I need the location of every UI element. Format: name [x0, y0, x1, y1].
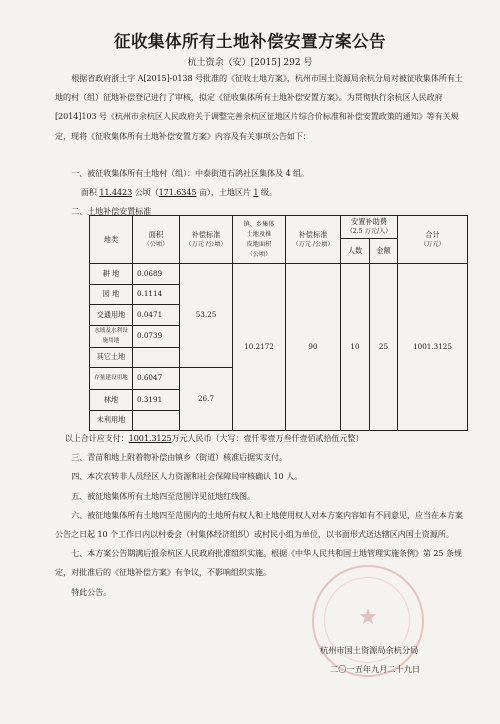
header-subsidy-label: 安置补助费 [351, 216, 387, 226]
header-subsidy-unit: （2.5 万元/人） [346, 227, 392, 235]
land-type-cell: 水域及水利设施用地 [90, 325, 133, 348]
document-number: 杭土资余（安）[2015] 292 号 [187, 58, 313, 68]
land-area-cell: 0.1114 [133, 284, 180, 304]
intro-block [55, 69, 465, 146]
header-people: 人数 [341, 238, 370, 264]
items-block [55, 429, 465, 602]
header-total-unit: （万元） [420, 240, 445, 248]
signature-date: 二〇一五年九月二十九日 [330, 664, 421, 674]
header-land-type: 地类 [90, 216, 133, 264]
area-zone: 1 [253, 187, 259, 198]
official-seal [312, 565, 424, 677]
header-town-area [233, 216, 286, 264]
header-town-area-unit: （公顷） [246, 250, 272, 258]
land-area-cell: 0.0689 [133, 264, 180, 284]
land-type-cell: 交通用地 [90, 305, 133, 325]
seal-star-icon: ★ [358, 605, 378, 630]
sum-value: 1001.3125 [128, 433, 172, 443]
header-amount: 金额 [370, 238, 398, 264]
land-area-cell: 0.3191 [133, 390, 180, 410]
header-comp-std-label: 补偿标准 [191, 229, 221, 239]
land-area-cell: 0.6047 [133, 367, 180, 390]
land-type-cell: 其它土地 [90, 348, 133, 367]
comp-std-a-cell: 53.25 [180, 264, 233, 367]
header-town-area-l2: 土地及推 [246, 230, 272, 238]
land-type-cell: 林地 [90, 390, 133, 410]
header-comp-std2-unit: （万元 /公顷） [292, 240, 334, 248]
sum-prefix: 以上合计应支付： [64, 433, 129, 443]
item-4-text: 四、本次农转非人员经区人力资源和社会保障局审核确认 10 人。 [71, 471, 303, 482]
header-area-label: 面积 [148, 229, 164, 239]
amount-cell: 25 [370, 264, 398, 431]
header-area [133, 216, 180, 264]
item-5-text: 五、被征地集体所有土地四至范围详见征地红线图。 [71, 490, 256, 501]
land-type-cell: 耕 地 [90, 264, 133, 284]
closing-text: 特此公告。 [71, 586, 112, 597]
item-7-text: 七、本方案公告期满后报余杭区人民政府批准组织实施。根据《中华人民共和国土地管理实施条例》第 25 条规定，对批准后的《征地补偿方案》有争议，不影响组织实施。 [55, 548, 462, 578]
area-prefix: 面积 [80, 187, 100, 198]
town-area-cell: 10.2172 [233, 264, 286, 431]
header-comp-std2-label: 补偿标准 [298, 229, 328, 239]
notice-title: 征收集体所有土地补偿安置方案公告 [114, 32, 386, 51]
header-comp-std-2 [286, 216, 341, 264]
item-3-text: 三、青苗和地上附着物补偿由镇乡（街道）核准后据实支付。 [71, 452, 288, 463]
header-comp-std [180, 216, 233, 264]
comp-std-b-cell: 26.7 [180, 367, 233, 430]
header-town-area-l1: 镇、乡集体 [243, 220, 275, 228]
sum-suffix: 万元人民币（大写：壹仟零壹万叁仟壹佰贰拾伍元整） [171, 433, 364, 443]
land-area-cell: 0.0471 [133, 305, 180, 325]
land-area-cell [133, 348, 180, 367]
area-hectares: 11.4423 [99, 187, 133, 198]
land-type-cell: 未利用地 [90, 410, 133, 430]
header-town-area-l3: 皮地面积 [246, 240, 272, 248]
area-mid1: 公顷（ [132, 187, 159, 198]
item-1-text: 一、被征收集体所有土地村（组）：中泰街道石鸽社区集体及 4 组。 [71, 168, 309, 178]
land-area-cell [133, 410, 180, 430]
item-2-heading: 二、土地补偿安置标准 [71, 206, 152, 217]
comp-std-2-cell: 90 [286, 264, 341, 431]
header-subsidy [341, 216, 398, 239]
land-type-cell: 存量建设用地 [90, 367, 133, 390]
header-comp-std-unit: （万元 /公顷） [185, 240, 227, 248]
area-suffix: 级。 [258, 187, 277, 198]
sum-line [55, 429, 465, 448]
land-area-cell: 0.0739 [133, 325, 180, 348]
header-total [398, 216, 468, 264]
header-area-unit: （公顷） [143, 240, 169, 248]
area-line [55, 183, 465, 202]
intro-paragraph: 根据省政府浙土字 A[2015]-0138 号批准的《征收土地方案》，杭州市国土资源局余杭分局对被征收集体所有土地的村（组）征地补偿登记进行了审核，拟定《征收集体所有土地补偿安置方案》。为贯彻执行余杭区人民政府[2014]103 号《杭州市余杭区人民政府关于调整完善余杭区征地区片综合价标准和补偿安置政策的通知》等有关规定，现将《征收集体所有土地补偿安置方案》内容及有关事项公告如下： [55, 73, 463, 141]
area-mid2: 亩），土地区片 [196, 187, 254, 198]
item-6-text: 六、被征地集体所有土地四至范围内的土地所有权人和土地使用权人对本方案内容如有不同意见，应当在本方案公告之日起 10 个工作日内以村委会（村集体经济组织）或村民小组为单位，以书面形式送达辖区内国土资源所。 [55, 509, 463, 540]
header-total-label: 合计 [425, 229, 440, 239]
land-type-cell: 园 地 [90, 284, 133, 304]
area-mu: 171.6345 [158, 187, 197, 198]
signer-name: 杭州市国土资源局余杭分局 [320, 645, 419, 655]
compensation-table [89, 215, 468, 431]
item-1-block [55, 164, 465, 222]
total-cell: 1001.3125 [398, 264, 468, 431]
people-cell: 10 [341, 264, 370, 431]
